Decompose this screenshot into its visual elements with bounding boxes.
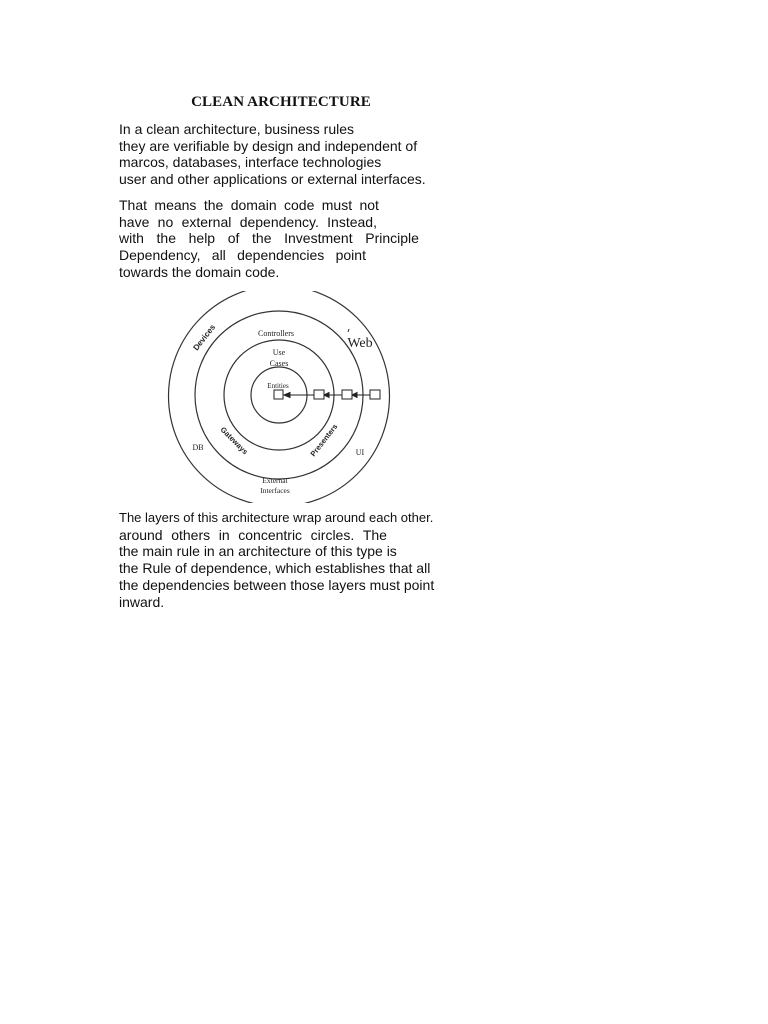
external-interfaces-label-line1: External [262,476,288,485]
use-cases-label-line2: Cases [269,359,289,368]
text-line: the Rule of dependence, which establishes that all [119,560,431,577]
dependency-arrow [274,390,380,399]
use-cases-box [314,390,324,399]
page-title: CLEAN ARCHITECTURE [191,94,371,110]
outer-box [370,390,380,399]
presenters-label: Presenters [308,422,340,459]
text-line: The layers of this architecture wrap around each other. [119,510,434,525]
devices-label: Devices [191,322,218,353]
paragraph-layers [119,510,434,610]
ui-label: UI [355,448,365,457]
db-label: DB [192,443,204,452]
text-line: the main rule in an architecture of this type is [119,543,397,560]
entities-box [274,390,283,399]
text-line: they are verifiable by design and independent of [119,137,418,154]
text-line: user and other applications or external interfaces. [119,171,426,188]
text-line: In a clean architecture, business rules [119,121,355,137]
gateways-label: Gateways [218,425,250,457]
text-line: inward. [119,593,165,610]
text-line: with the help of the Investment Principle [119,230,419,247]
paragraph-intro [119,121,426,188]
text-line: marcos, databases, interface technologies [119,154,382,171]
text-line: Dependency, all dependencies point [119,247,366,264]
entities-label: Entities [267,382,289,390]
web-accent-mark [348,329,349,332]
text-line: the dependencies between those layers must point [119,576,435,593]
text-line: have no external dependency. Instead, [119,213,377,230]
use-cases-label-line1: Use [272,348,286,357]
clean-architecture-diagram [166,291,394,503]
adapters-box [342,390,352,399]
paragraph-domain [119,197,419,281]
controllers-label: Controllers [258,329,294,338]
text-line: around others in concentric circles. The [119,526,387,543]
text-line: That means the domain code must not [119,197,379,213]
web-label: Web [347,336,373,351]
external-interfaces-label-line2: Interfaces [260,486,290,495]
text-line: towards the domain code. [119,263,280,280]
